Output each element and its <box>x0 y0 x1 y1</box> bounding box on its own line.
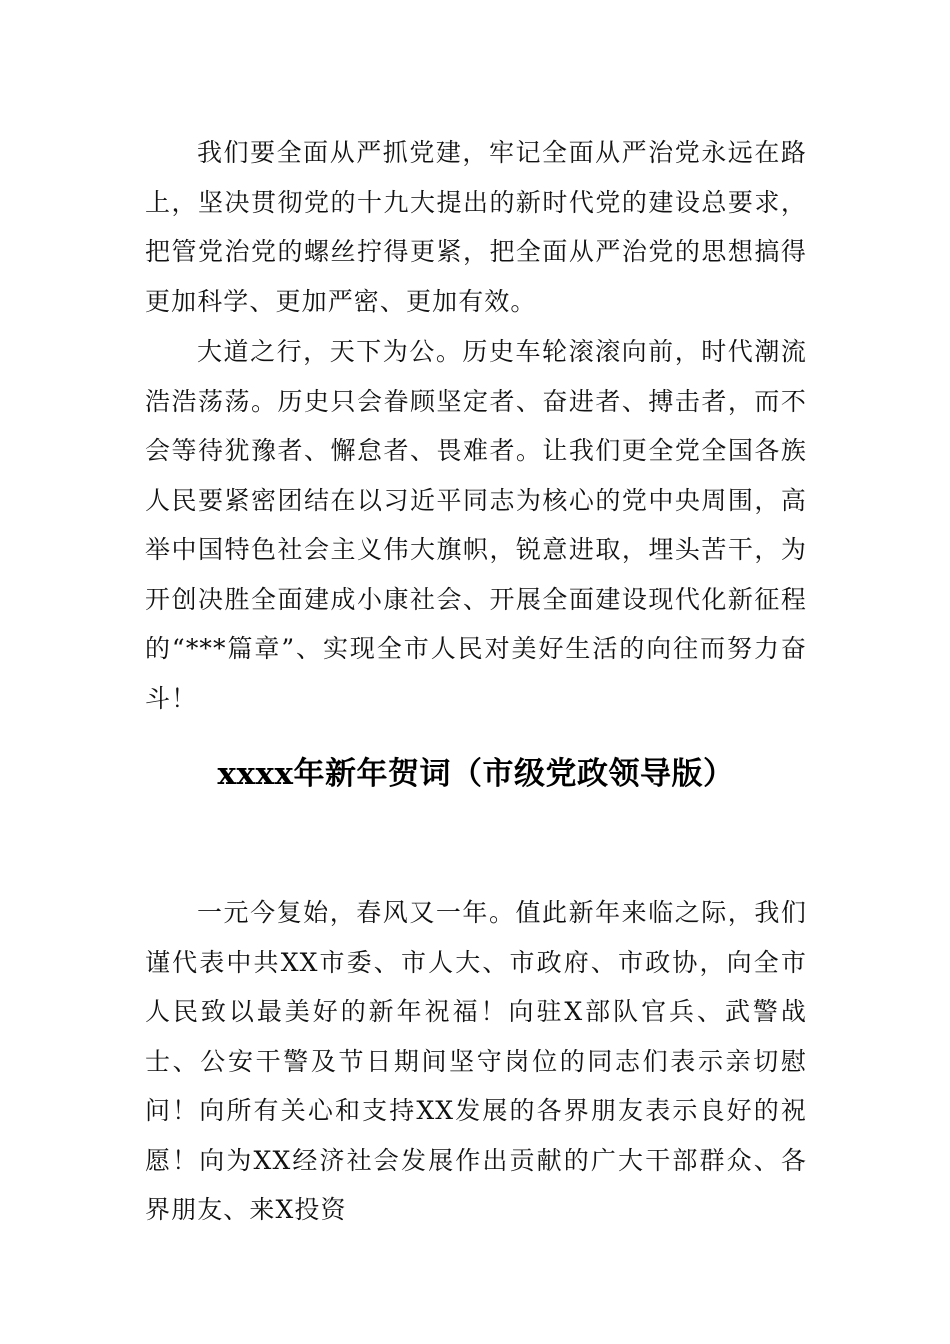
body-paragraph: 一元今复始，春风又一年。值此新年来临之际，我们谨代表中共XX市委、市人大、市政府、市政协，向全市人民致以最美好的新年祝福！向驻X部队官兵、武警战士、公安干警及节日期间坚守岗位的同志们表示亲切慰问！向所有关心和支持XX发展的各界朋友表示良好的祝愿！向为XX经济社会发展作出贡献的广大干部群众、各界朋友、来X投资 <box>145 898 807 1224</box>
document-title: xxxx年新年贺词（市级党政领导版） <box>217 756 735 792</box>
body-paragraph: 大道之行，天下为公。历史车轮滚滚向前，时代潮流浩浩荡荡。历史只会眷顾坚定者、奋进者、搏击者，而不会等待犹豫者、懈怠者、畏难者。让我们更全党全国各族人民要紧密团结在以习近平同志为核心的党中央周围，高举中国特色社会主义伟大旗帜，锐意进取，埋头苦干，为开创决胜全面建成小康社会、开展全面建设现代化新征程的“***篇章”、实现全市人民对美好生活的向往而努力奋斗！ <box>145 337 807 713</box>
body-paragraph: 我们要全面从严抓党建，牢记全面从严治党永远在路上，坚决贯彻党的十九大提出的新时代党的建设总要求，把管党治党的螺丝拧得更紧，把全面从严治党的思想搞得更加科学、更加严密、更加有效。 <box>145 138 807 316</box>
